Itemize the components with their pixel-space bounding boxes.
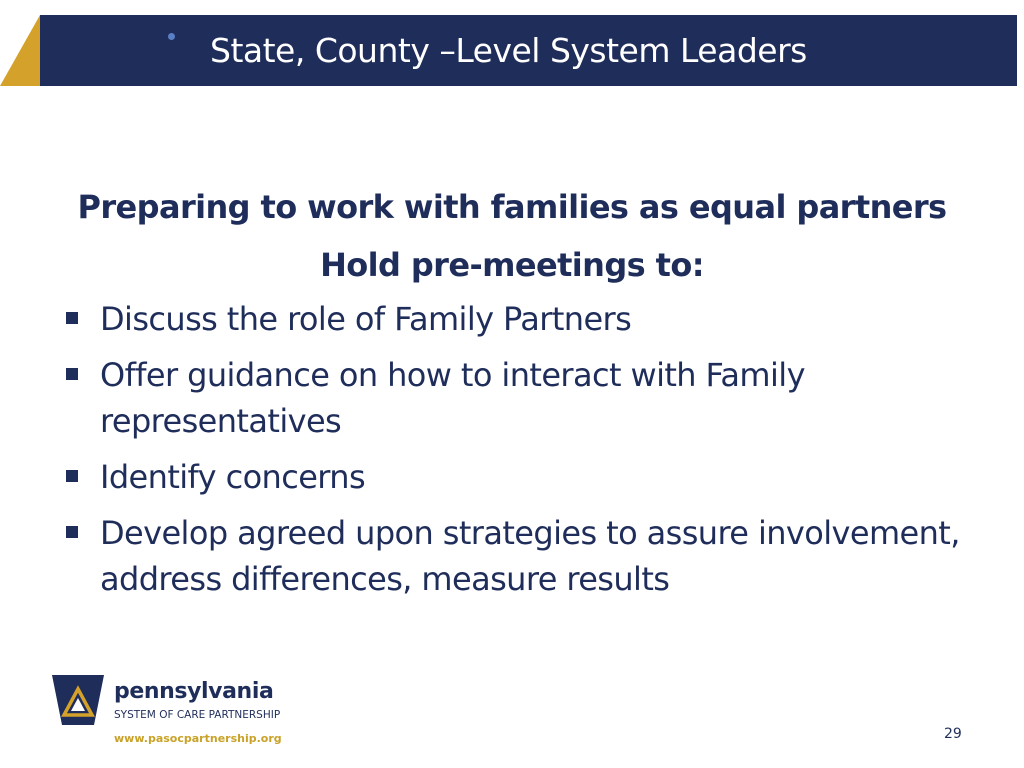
bullet-text: Discuss the role of Family Partners (100, 300, 632, 338)
square-bullet-icon (66, 526, 78, 538)
org-subtitle: SYSTEM OF CARE PARTNERSHIP (114, 709, 281, 721)
heading-line-1: Preparing to work with families as equal partners (77, 188, 947, 226)
heading-line-2: Hold pre-meetings to: (320, 246, 704, 284)
website-url[interactable]: www.pasocpartnership.org (114, 732, 282, 745)
title-bullet-icon (168, 33, 175, 40)
bullet-item (60, 296, 980, 342)
bullet-list (60, 296, 980, 612)
page-number: 29 (944, 726, 962, 742)
bullet-item (60, 352, 980, 444)
org-name: pennsylvania (114, 679, 274, 704)
bullet-text: Identify concerns (100, 458, 366, 496)
bullet-text: Develop agreed upon strategies to assure involvement, address differences, measure results (100, 514, 960, 598)
square-bullet-icon (66, 368, 78, 380)
bullet-text: Offer guidance on how to interact with Family representatives (100, 356, 805, 440)
slide-title: State, County –Level System Leaders (210, 31, 807, 70)
keystone-logo-icon (50, 673, 106, 727)
square-bullet-icon (66, 312, 78, 324)
bullet-item (60, 454, 980, 500)
square-bullet-icon (66, 470, 78, 482)
bullet-item (60, 510, 980, 602)
